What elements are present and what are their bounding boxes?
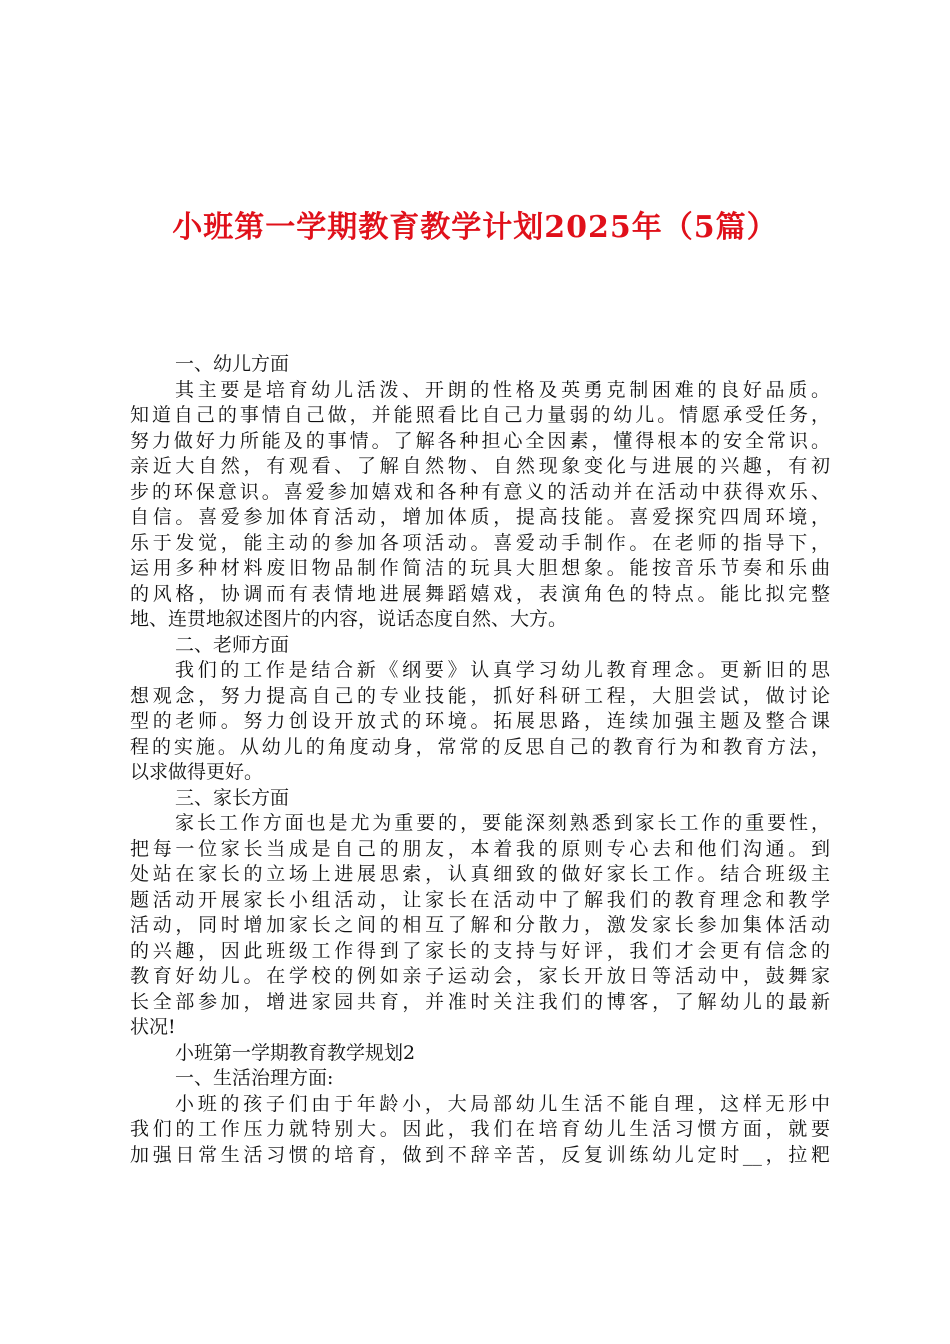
- paragraph-line: 一、生活治理方面:: [175, 1067, 334, 1089]
- paragraph-line: 我们的工作是结合新《纲要》认真学习幼儿教育理念。更新旧的思: [175, 659, 830, 681]
- paragraph-line: 状况!: [130, 1016, 176, 1038]
- paragraph-line: 想观念，努力提高自己的专业技能，抓好科研工程，大胆尝试，做讨论: [130, 684, 830, 707]
- paragraph-line: 把每一位家长当成是自己的朋友，本着我的原则专心去和他们沟通。到: [130, 837, 830, 860]
- paragraph-line: 努力做好力所能及的事情。了解各种担心全因素，懂得根本的安全常识。: [130, 429, 830, 452]
- paragraph-line: 小班的孩子们由于年龄小，大局部幼儿生活不能自理，这样无形中: [175, 1092, 830, 1115]
- paragraph-line: 的风格，协调而有表情地进展舞蹈嬉戏，表演角色的特点。能比拟完整: [130, 582, 830, 605]
- paragraph-line: 一、幼儿方面: [175, 353, 290, 375]
- paragraph-line: 加强日常生活习惯的培育，做到不辞辛苦，反复训练幼儿定时__，拉粑: [130, 1143, 830, 1166]
- paragraph-line: 三、家长方面: [175, 786, 290, 809]
- document-title: 小班第一学期教育教学计划2025年（5篇）: [172, 210, 778, 245]
- paragraph-line: 小班第一学期教育教学规划2: [175, 1041, 416, 1064]
- paragraph-line: 我们的工作压力就特别大。因此，我们在培育幼儿生活习惯方面，就要: [130, 1118, 830, 1140]
- paragraph-line: 型的老师。努力创设开放式的环境。拓展思路，连续加强主题及整合课: [130, 710, 830, 732]
- paragraph-line: 活动，同时增加家长之间的相互了解和分散力，激发家长参加集体活动: [130, 914, 830, 936]
- document-body: [130, 352, 830, 1168]
- paragraph-line: 乐于发觉，能主动的参加各项活动。喜爱动手制作。在老师的指导下，: [130, 531, 830, 554]
- paragraph-line: 程的实施。从幼儿的角度动身，常常的反思自己的教育行为和教育方法，: [130, 735, 830, 758]
- paragraph-line: 家长工作方面也是尤为重要的，要能深刻熟悉到家长工作的重要性，: [175, 812, 830, 834]
- paragraph-line: 题活动开展家长小组活动，让家长在活动中了解我们的教育理念和教学: [130, 888, 830, 911]
- paragraph-line: 以求做得更好。: [130, 761, 264, 783]
- paragraph-line: 步的环保意识。喜爱参加嬉戏和各种有意义的活动并在活动中获得欢乐、: [130, 480, 830, 503]
- paragraph-line: 运用多种材料废旧物品制作简洁的玩具大胆想象。能按音乐节奏和乐曲: [130, 557, 830, 579]
- paragraph-line: 二、老师方面: [175, 633, 290, 656]
- paragraph-line: 其主要是培育幼儿活泼、开朗的性格及英勇克制困难的良好品质。: [175, 378, 830, 401]
- paragraph-line: 地、连贯地叙述图片的内容，说话态度自然、大方。: [130, 608, 568, 630]
- paragraph-line: 亲近大自然，有观看、了解自然物、自然现象变化与进展的兴趣，有初: [130, 455, 830, 477]
- paragraph-line: 自信。喜爱参加体育活动，增加体质，提高技能。喜爱探究四周环境，: [130, 506, 830, 528]
- paragraph-line: 知道自己的事情自己做，并能照看比自己力量弱的幼儿。情愿承受任务，: [130, 404, 830, 426]
- paragraph-line: 长全部参加，增进家园共育，并准时关注我们的博客，了解幼儿的最新: [130, 990, 830, 1013]
- paragraph-line: 处站在家长的立场上进展思索，认真细致的做好家长工作。结合班级主: [130, 863, 830, 885]
- paragraph-line: 的兴趣，因此班级工作得到了家长的支持与好评，我们才会更有信念的: [130, 939, 830, 962]
- paragraph-line: 教育好幼儿。在学校的例如亲子运动会，家长开放日等活动中，鼓舞家: [130, 965, 830, 987]
